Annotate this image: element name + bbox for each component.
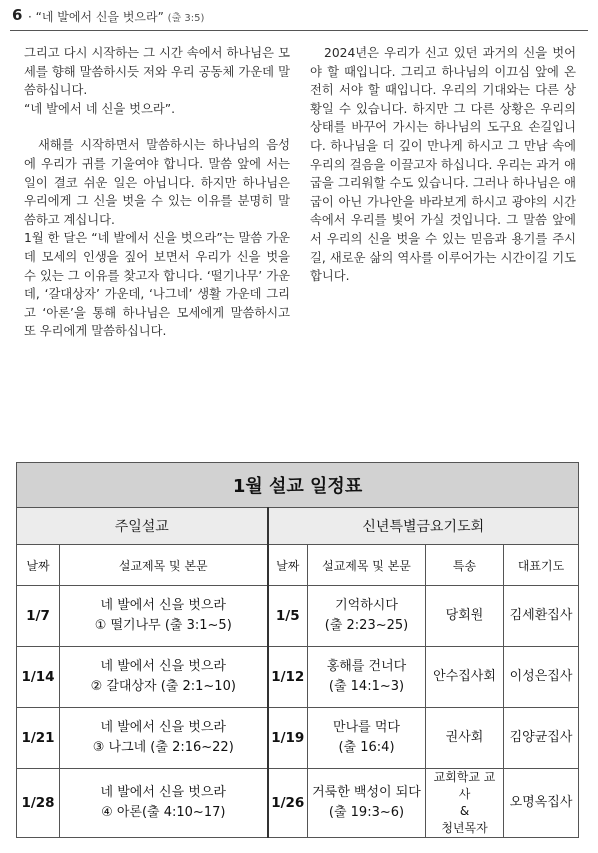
paragraph: 그리고 다시 시작하는 그 시간 속에서 하나님은 모세를 향해 말씀하시듯 저와 우리 공동체 가운데 말씀하십니다.	[24, 46, 290, 98]
friday-sermon	[308, 586, 426, 647]
prayer-leader: 오명옥집사	[504, 769, 579, 838]
sunday-sermon	[60, 647, 268, 708]
sermon-title: 네 발에서 신을 벗으라	[100, 659, 226, 674]
friday-date: 1/19	[268, 708, 308, 769]
special-song: 권사회	[426, 708, 504, 769]
paragraph-quote: “네 발에서 네 신을 벗으라”.	[24, 101, 176, 116]
sunday-sermon	[60, 708, 268, 769]
special-song-line: 청년목자	[441, 821, 488, 835]
sermon-text: (출 14:1~3)	[328, 679, 405, 694]
friday-sermon	[308, 647, 426, 708]
sermon-text: (출 2:23~25)	[324, 618, 409, 633]
sermon-text: ① 떨기나무 (출 3:1~5)	[94, 618, 232, 633]
sermon-text: (출 19:3~6)	[328, 805, 405, 820]
friday-date: 1/5	[268, 586, 308, 647]
column-header-title: 설교제목 및 본문	[60, 545, 268, 586]
sunday-sermon	[60, 586, 268, 647]
column-header-date: 날짜	[268, 545, 308, 586]
prayer-leader: 김양균집사	[504, 708, 579, 769]
sermon-text: ④ 아론(출 4:10~17)	[101, 805, 226, 820]
sermon-title: 홍해를 건너다	[326, 659, 407, 674]
page-header	[10, 0, 588, 31]
sermon-text: ③ 나그네 (출 2:16~22)	[92, 740, 234, 755]
prayer-leader: 김세환집사	[504, 586, 579, 647]
column-header-title: 설교제목 및 본문	[308, 545, 426, 586]
paragraph: 1월 한 달은 “네 발에서 신을 벗으라”는 말씀 가운데 모세의 인생을 짚어 보면서 우리가 신을 벗을 수 있는 그 이유를 찾고자 합니다. ‘떨기나무’ 가운데, ‘갈대상자’ 가운데, ‘나그네’ 생활 가운데 그리고 ‘아론’을 통해 하나님은 모세에게 말씀하시고 또 우리에게 말씀하십니다.	[24, 231, 290, 339]
column-header-date: 날짜	[17, 545, 60, 586]
sunday-date: 1/21	[17, 708, 60, 769]
friday-sermon	[308, 769, 426, 838]
page-number: 6	[12, 6, 23, 24]
prayer-leader: 이성은집사	[504, 647, 579, 708]
sermon-text: (출 16:4)	[338, 740, 395, 755]
friday-date: 1/12	[268, 647, 308, 708]
section-sunday: 주일설교	[17, 508, 268, 545]
sermon-title: 거룩한 백성이 되다	[312, 785, 421, 800]
sermon-title: 네 발에서 신을 벗으라	[100, 720, 226, 735]
sermon-title: 만나를 먹다	[333, 720, 400, 735]
sermon-title: 네 발에서 신을 벗으라	[100, 785, 226, 800]
special-song: 당회원	[426, 586, 504, 647]
table-row	[17, 708, 579, 769]
friday-sermon	[308, 708, 426, 769]
friday-date: 1/26	[268, 769, 308, 838]
special-song-line: &	[459, 804, 470, 818]
sunday-sermon	[60, 769, 268, 838]
table-row	[17, 586, 579, 647]
table-row	[17, 769, 579, 838]
section-friday: 신년특별금요기도회	[268, 508, 579, 545]
table-row	[17, 647, 579, 708]
sermon-text: ② 갈대상자 (출 2:1~10)	[90, 679, 236, 694]
special-song-line: 교회학교 교사	[433, 770, 496, 801]
sunday-date: 1/28	[17, 769, 60, 838]
sermon-title: 기억하시다	[335, 598, 398, 613]
sermon-title: 네 발에서 신을 벗으라	[100, 598, 226, 613]
schedule-table	[16, 462, 579, 838]
page-title	[28, 8, 204, 25]
paragraph: 새해를 시작하면서 말씀하시는 하나님의 음성에 우리가 귀를 기울여야 합니다. 말씀 앞에 서는 일이 결코 쉬운 일은 아닙니다. 하지만 하나님은 우리에게 그 신을 벗을 수 있는 이유를 분명히 말씀하고 계십니다.	[24, 138, 290, 227]
schedule-title: 1월 설교 일정표	[17, 463, 579, 508]
sunday-date: 1/7	[17, 586, 60, 647]
paragraph: 2024년은 우리가 신고 있던 과거의 신을 벗어야 할 때입니다. 그리고 하나님의 이끄심 앞에 온전히 서야 할 때입니다. 우리의 기대와는 다른 상황일 수 있습니다. 하지만 그 다른 상황은 우리의 상태를 바꾸어 가시는 하나님의 도구요 손길입니다. 하나님을 더 깊이 만나게 하시고 그 만남 속에 우리의 걸음을 이끌고자 하십니다. 우리는 과거 애굽을 그리워할 수도 있습니다. 그러나 하나님은 애굽이 아닌 가나안을 바라보게 하시고 광야의 시간 속에서 우리를 빛어 가실 것입니다. 그 말씀 앞에서 우리의 신을 벗을 수 있는 믿음과 용기를 주시길, 새로운 삶의 역사를 이루어가는 시간이길 기도합니다.	[310, 46, 576, 284]
column-header-prayer: 대표기도	[504, 545, 579, 586]
left-column	[24, 44, 290, 341]
page-title-text: · “네 발에서 신을 벗으라”	[28, 10, 164, 24]
right-column	[310, 44, 576, 286]
sunday-date: 1/14	[17, 647, 60, 708]
special-song	[426, 769, 504, 838]
special-song: 안수집사회	[426, 647, 504, 708]
page-title-reference: (출 3:5)	[167, 13, 205, 24]
column-header-special: 특송	[426, 545, 504, 586]
